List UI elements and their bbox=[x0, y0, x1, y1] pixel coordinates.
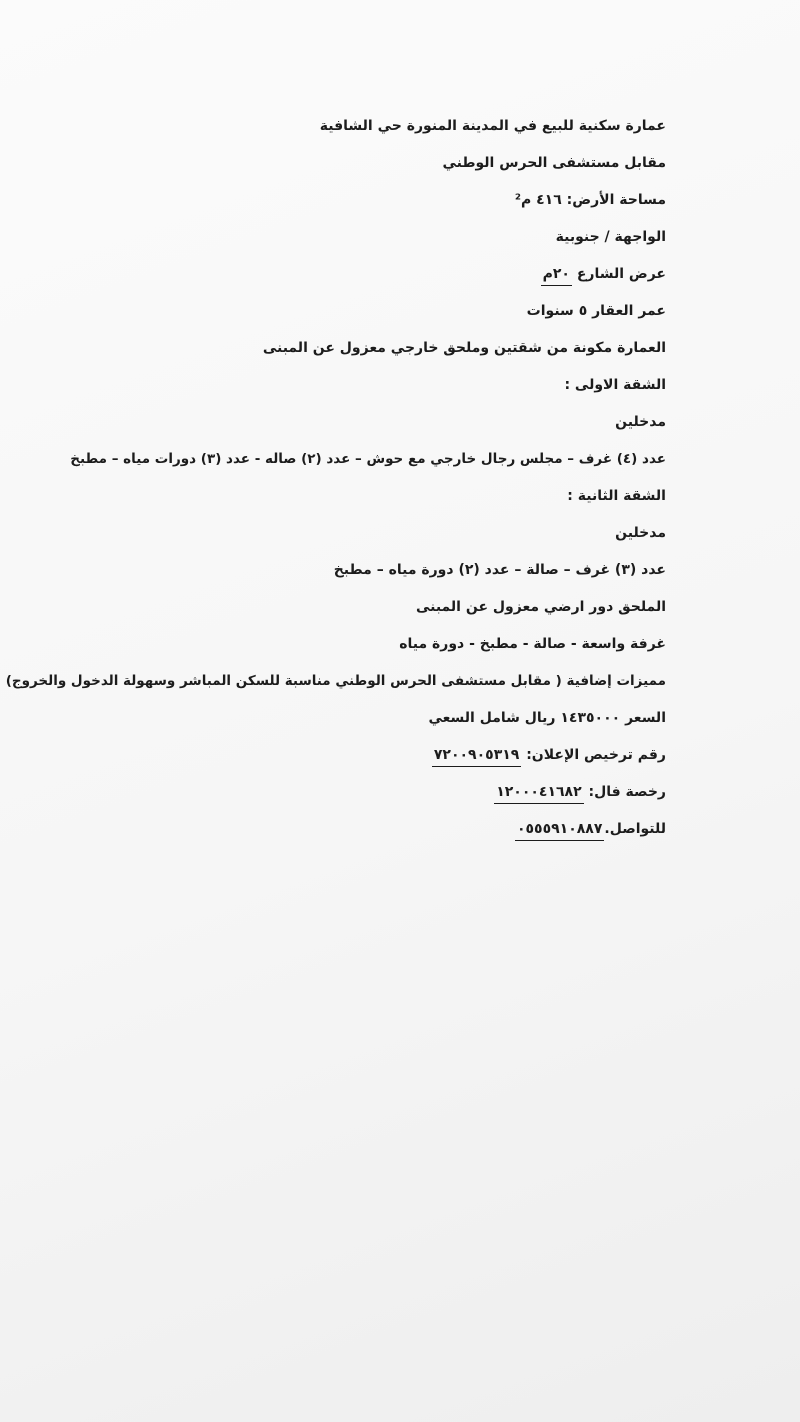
property-age: عمر العقار ٥ سنوات bbox=[526, 303, 666, 319]
second-apartment-details: عدد (٣) غرف – صالة – عدد (٢) دورة مياه – مطبخ bbox=[333, 562, 666, 578]
second-apartment-heading: الشقة الثانية : bbox=[567, 488, 666, 504]
listing-title: عمارة سكنية للبيع في المدينة المنورة حي الشافية bbox=[319, 118, 666, 134]
annex-details: غرفة واسعة - صالة - مطبخ - دورة مياه bbox=[399, 636, 666, 652]
land-area: مساحة الأرض: ٤١٦ م² bbox=[514, 192, 666, 208]
fal-license-number: ١٢٠٠٠٤١٦٨٢ bbox=[494, 781, 583, 804]
street-width bbox=[106, 260, 666, 297]
ad-license-number: ٧٢٠٠٩٠٥٣١٩ bbox=[432, 744, 521, 767]
price: السعر ١٤٣٥٠٠٠ ريال شامل السعي bbox=[428, 710, 666, 726]
contact bbox=[106, 815, 666, 852]
ad-license-label: رقم ترخيص الإعلان: bbox=[526, 747, 666, 763]
first-apartment-heading: الشقة الاولى : bbox=[564, 377, 666, 393]
street-width-label: عرض الشارع bbox=[576, 266, 666, 282]
fal-license-label: رخصة فال: bbox=[588, 784, 666, 800]
contact-label: للتواصل. bbox=[604, 821, 666, 837]
listing-location: مقابل مستشفى الحرس الوطني bbox=[442, 155, 666, 171]
second-apartment-entrances: مدخلين bbox=[615, 525, 666, 541]
additional-features: مميزات إضافية ( مقابل مستشفى الحرس الوطني مناسبة للسكن المباشر وسهولة الدخول والخروج) bbox=[5, 673, 666, 689]
contact-phone: ٠٥٥٥٩١٠٨٨٧ bbox=[515, 818, 604, 841]
property-listing bbox=[5, 112, 666, 852]
annex-description: الملحق دور ارضي معزول عن المبنى bbox=[415, 599, 666, 615]
ad-license bbox=[106, 741, 666, 778]
first-apartment-details: عدد (٤) غرف – مجلس رجال خارجي مع حوش – عدد (٢) صاله - عدد (٣) دورات مياه – مطبخ bbox=[70, 451, 666, 467]
street-width-value: ٢٠م bbox=[541, 263, 572, 286]
facade-direction: الواجهة / جنوبية bbox=[555, 229, 666, 245]
fal-license bbox=[106, 778, 666, 815]
first-apartment-entrances: مدخلين bbox=[615, 414, 666, 430]
building-composition: العمارة مكونة من شقتين وملحق خارجي معزول عن المبنى bbox=[262, 340, 666, 356]
